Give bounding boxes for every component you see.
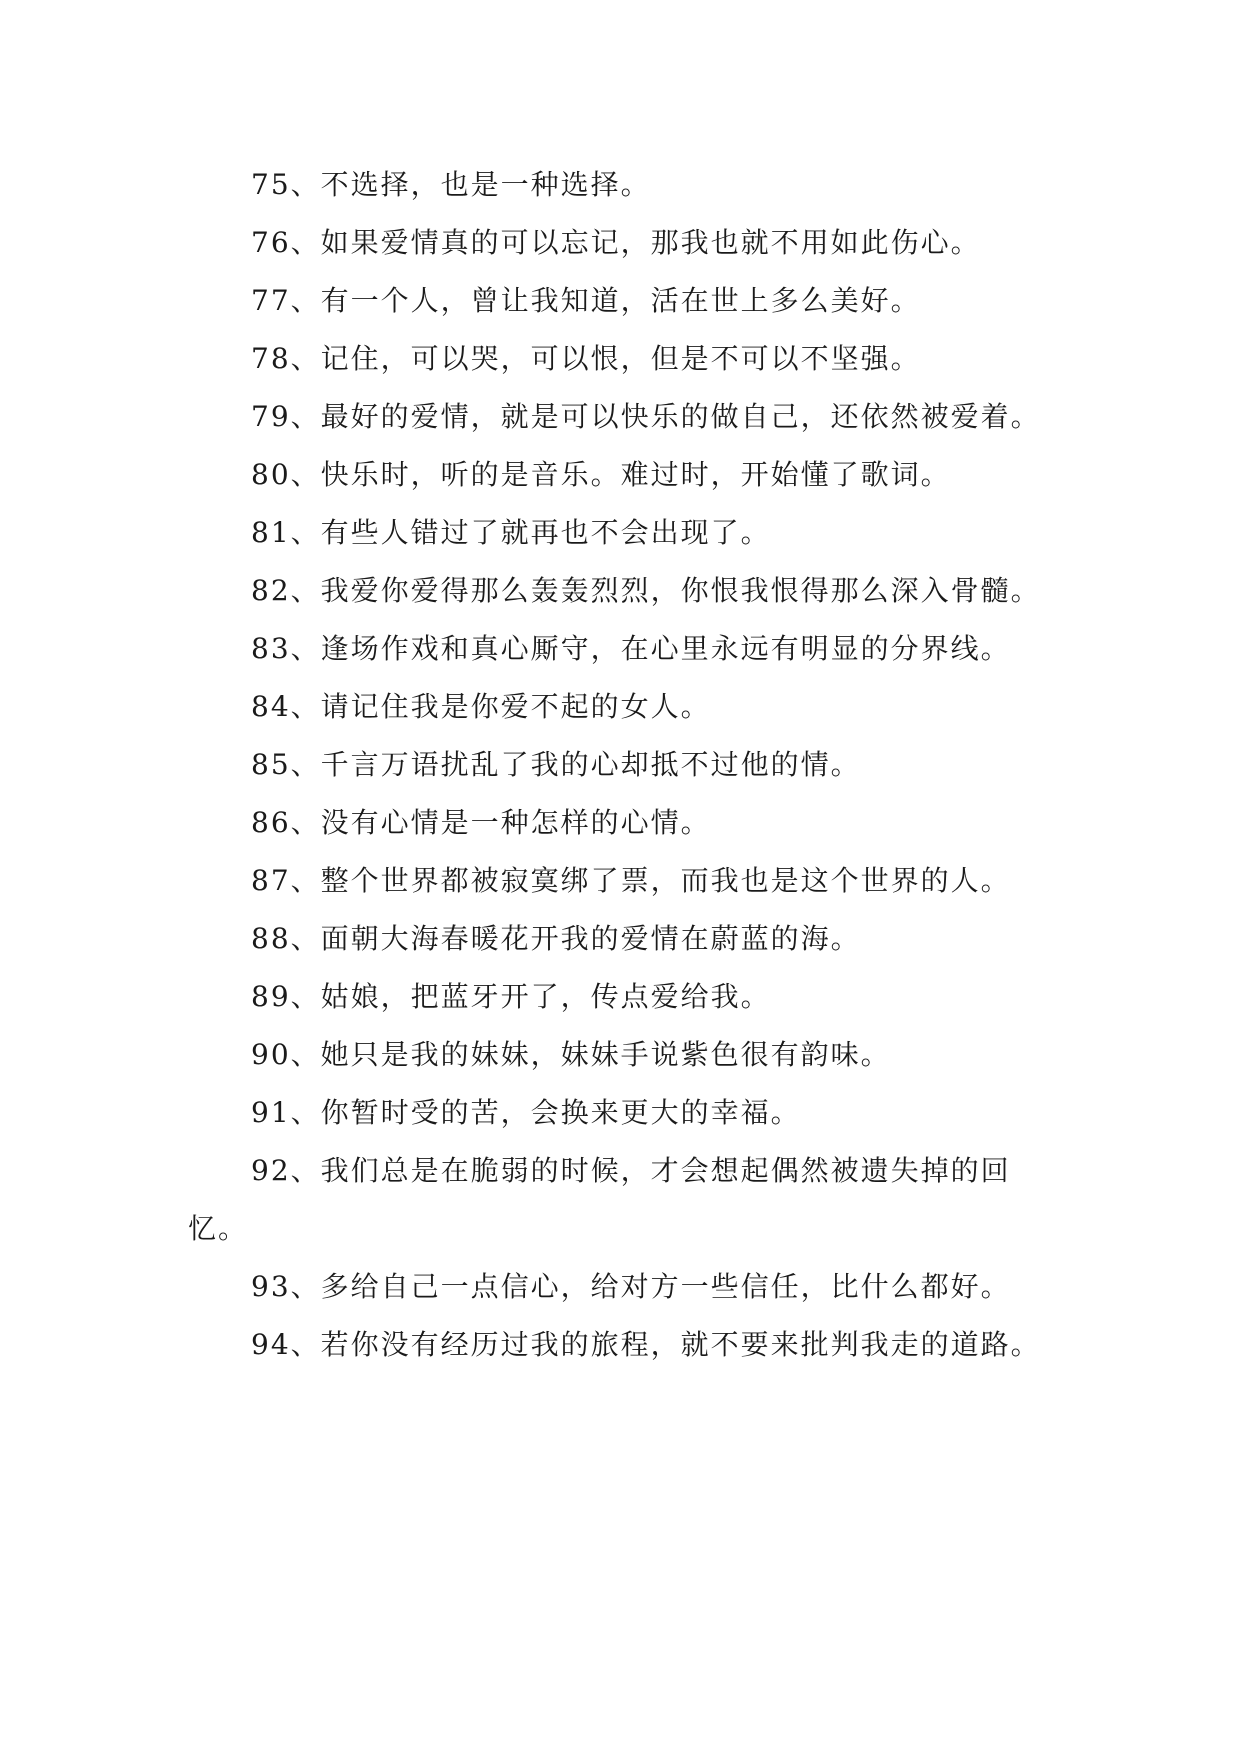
list-item-87: 87、整个世界都被寂寞绑了票，而我也是这个世界的人。 <box>251 864 1011 897</box>
list-item-86: 86、没有心情是一种怎样的心情。 <box>251 806 711 839</box>
list-item-84: 84、请记住我是你爱不起的女人。 <box>251 690 711 723</box>
document-body <box>188 156 1056 1374</box>
list-item-81: 81、有些人错过了就再也不会出现了。 <box>251 516 771 549</box>
list-item-90: 90、她只是我的妹妹，妹妹手说紫色很有韵味。 <box>251 1038 891 1071</box>
list-item-85: 85、千言万语扰乱了我的心却抵不过他的情。 <box>251 748 861 781</box>
list-item-92: 92、我们总是在脆弱的时候，才会想起偶然被遗失掉的回忆。 <box>188 1154 1011 1245</box>
list-item-77: 77、有一个人，曾让我知道，活在世上多么美好。 <box>251 284 921 317</box>
list-item-80: 80、快乐时，听的是音乐。难过时，开始懂了歌词。 <box>251 458 951 491</box>
list-item-89: 89、姑娘，把蓝牙开了，传点爱给我。 <box>251 980 771 1013</box>
list-item-76: 76、如果爱情真的可以忘记，那我也就不用如此伤心。 <box>251 226 981 259</box>
list-item-79: 79、最好的爱情，就是可以快乐的做自己，还依然被爱着。 <box>251 400 1041 433</box>
list-item-94: 94、若你没有经历过我的旅程，就不要来批判我走的道路。 <box>251 1328 1041 1361</box>
list-item-88: 88、面朝大海春暖花开我的爱情在蔚蓝的海。 <box>251 922 861 955</box>
list-item-82: 82、我爱你爱得那么轰轰烈烈，你恨我恨得那么深入骨髓。 <box>251 574 1041 607</box>
list-item-75: 75、不选择，也是一种选择。 <box>251 168 651 201</box>
list-item-83: 83、逢场作戏和真心厮守，在心里永远有明显的分界线。 <box>251 632 1011 665</box>
list-item-93: 93、多给自己一点信心，给对方一些信任，比什么都好。 <box>251 1270 1011 1303</box>
list-item-91: 91、你暂时受的苦，会换来更大的幸福。 <box>251 1096 801 1129</box>
list-item-78: 78、记住，可以哭，可以恨，但是不可以不坚强。 <box>251 342 921 375</box>
